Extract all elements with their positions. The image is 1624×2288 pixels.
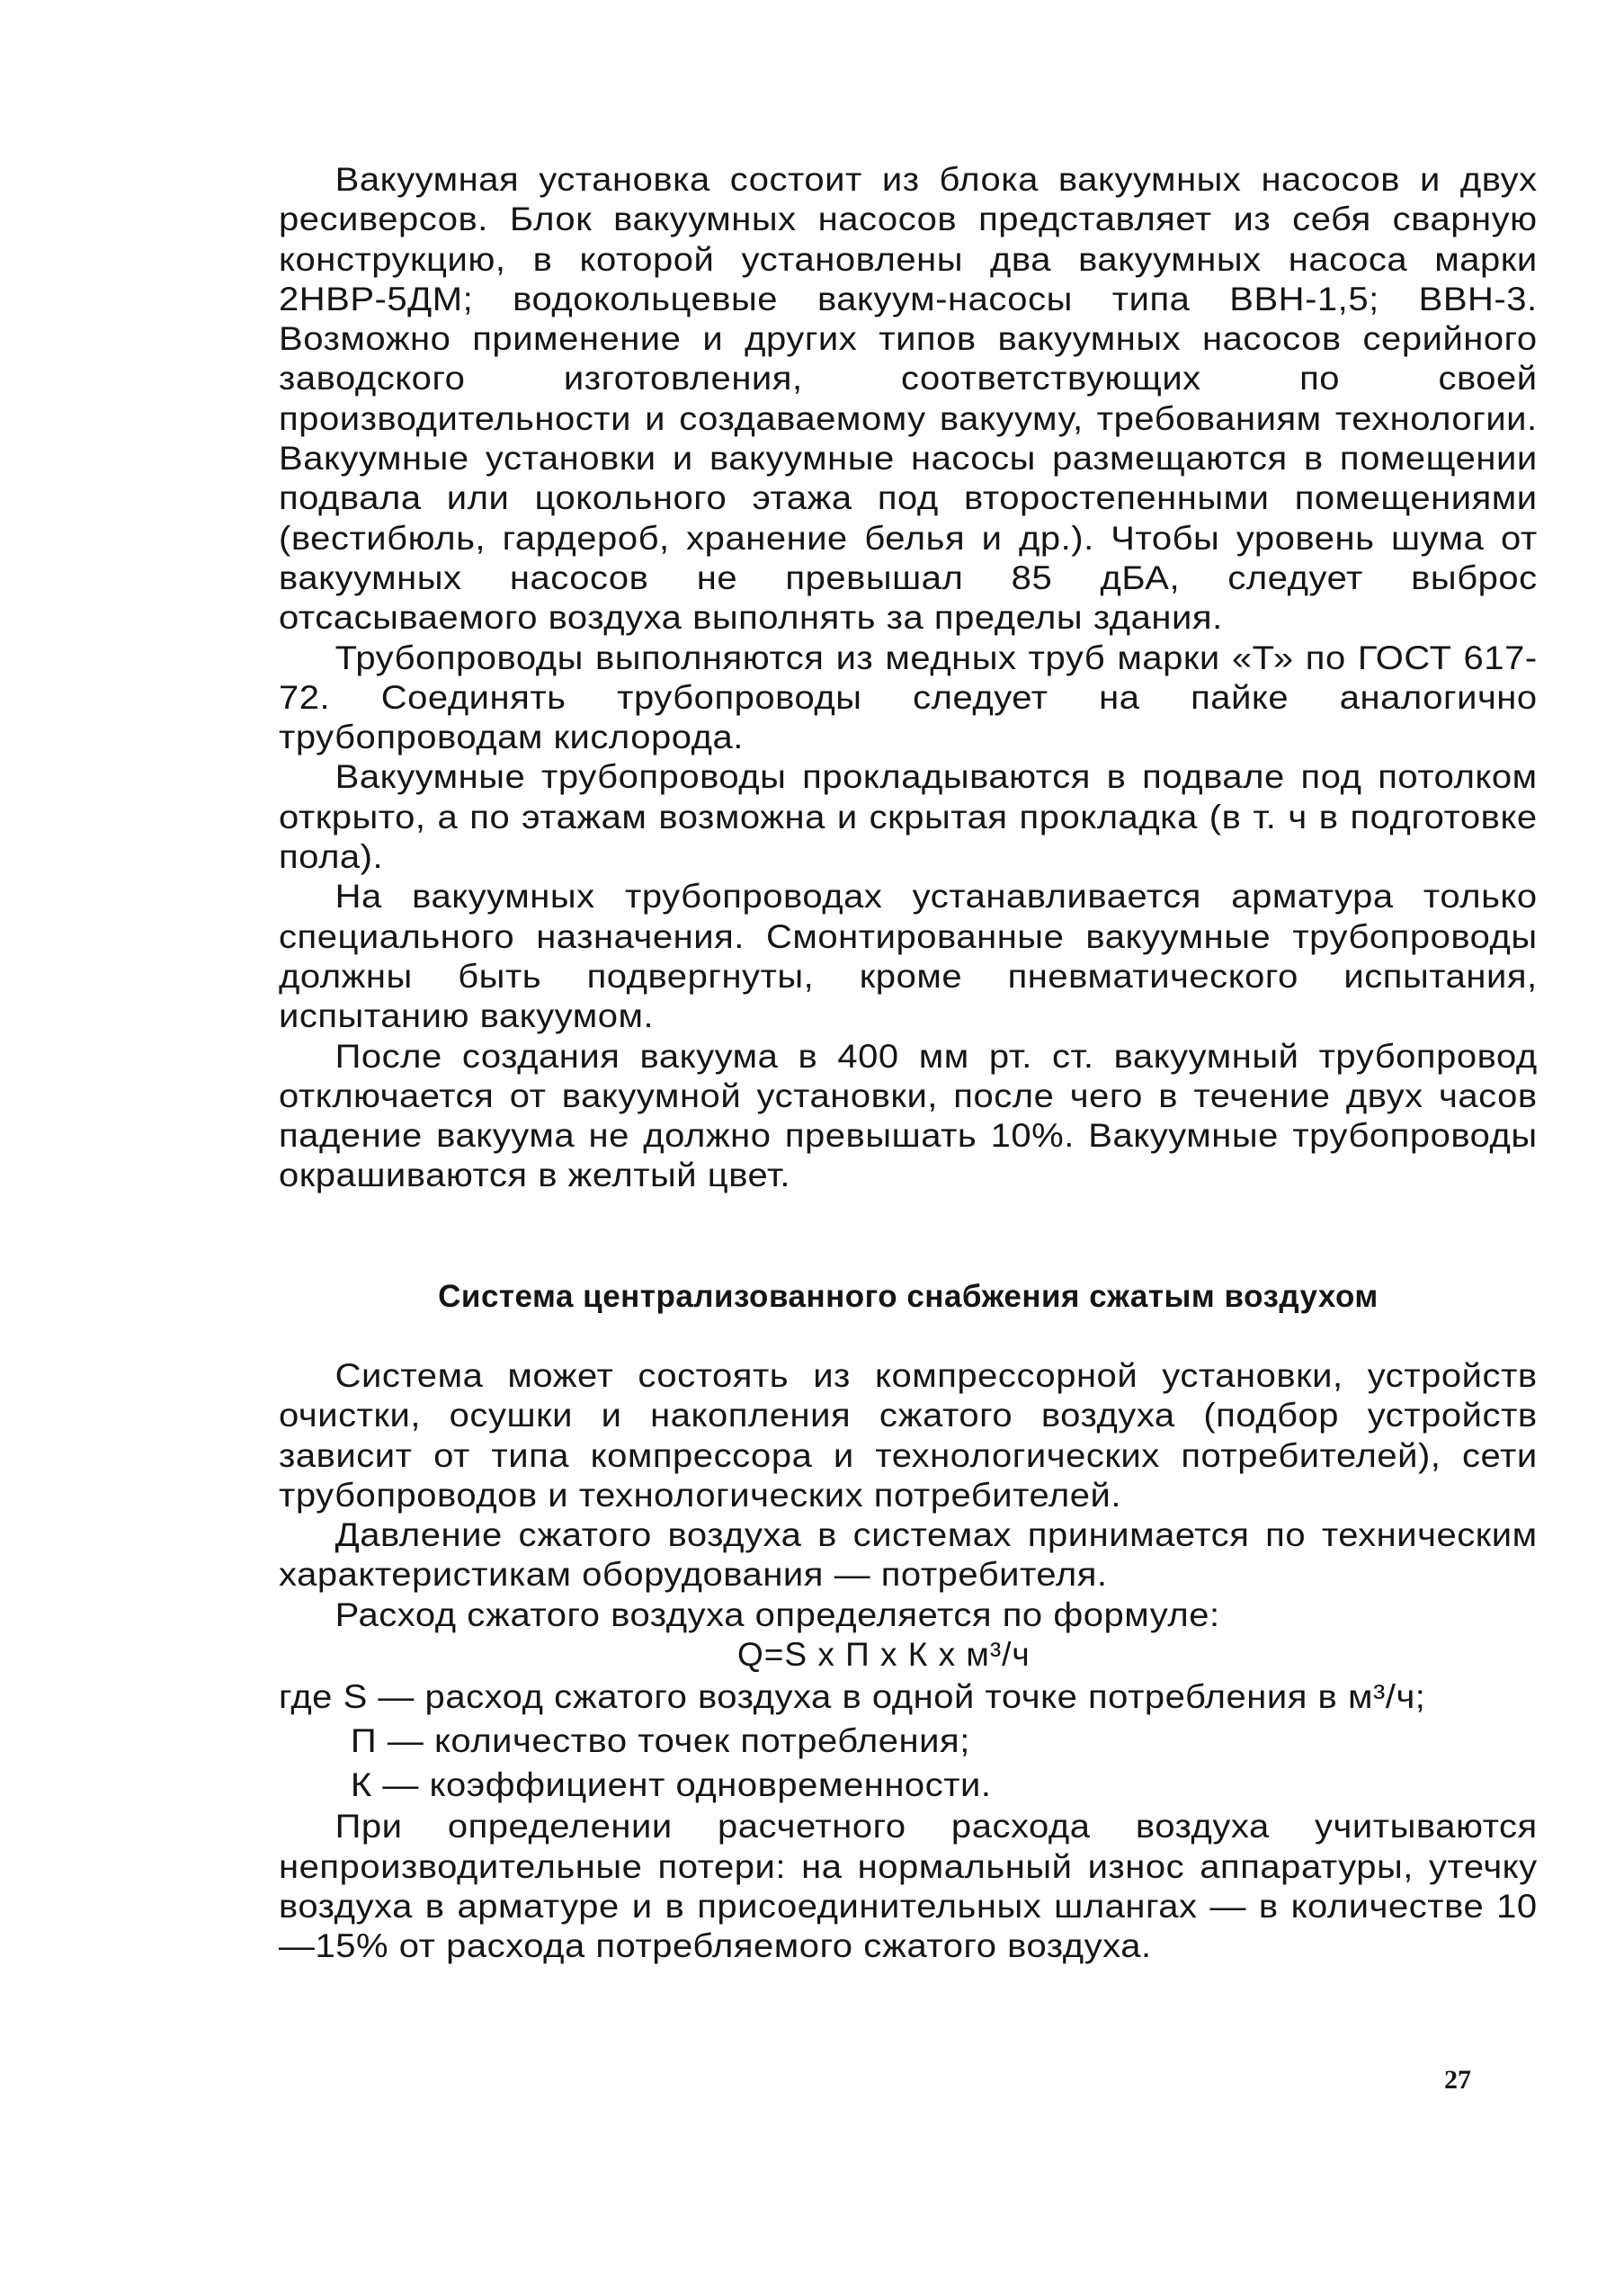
paragraph-fittings: На вакуумных трубопроводах устанавливается арматура только специального назначения. Смонтированные вакуумные трубопроводы должны быть подвергнуты, кроме пневматического испытания, испытанию вакуумом.	[279, 878, 1538, 1035]
paragraph-losses: При определении расчетного расхода воздуха учитываются непроизводительные потери: на нормальный износ аппаратуры, утечку воздуха в арматуре и в присоединительных шлангах — в количестве 10—15% от расхода потребляемого сжатого воздуха.	[279, 1808, 1538, 1965]
vacuum-section-text	[279, 160, 1538, 1196]
paragraph-pressure: Давление сжатого воздуха в системах принимается по техническим характеристикам оборудования — потребителя.	[279, 1516, 1538, 1594]
paragraph-vacuum-test: После создания вакуума в 400 мм рт. ст. вакуумный трубопровод отключается от вакуумной установки, после чего в течение двух часов падение вакуума не должно превышать 10%. Вакуумные трубопроводы окрашиваются в желтый цвет.	[279, 1037, 1538, 1194]
page-number: 27	[1444, 2065, 1471, 2095]
formula-legend-k: К — коэффициент одновременности.	[350, 1766, 992, 1804]
paragraph-pipe-material: Трубопроводы выполняются из медных труб марки «Т» по ГОСТ 617-72. Соединять трубопроводы следует на пайке аналогично трубопроводам кислорода.	[279, 639, 1538, 756]
paragraph-flow-formula-intro: Расход сжатого воздуха определяется по формуле:	[335, 1595, 1220, 1633]
compressed-air-section-text	[279, 1356, 1538, 1967]
formula-legend-s: где S — расход сжатого воздуха в одной точке потребления в м³/ч;	[279, 1678, 1426, 1716]
paragraph-system-composition: Система может состоять из компрессорной установки, устройств очистки, осушки и накопления сжатого воздуха (подбор устройств зависит от типа компрессора и технологических потребителей), сети трубопроводов и технологических потребителей.	[279, 1357, 1538, 1514]
flow-formula: Q=S х П х К х м³/ч	[737, 1636, 1031, 1674]
paragraph-pipe-routing: Вакуумные трубопроводы прокладываются в подвале под потолком открыто, а по этажам возможна и скрытая прокладка (в т. ч в подготовке пола).	[279, 758, 1538, 876]
formula-legend-p: П — количество точек потребления;	[350, 1722, 970, 1760]
section-heading: Система централизованного снабжения сжатым воздухом	[438, 1279, 1379, 1314]
paragraph-vacuum-installation: Вакуумная установка состоит из блока вакуумных насосов и двух ресиверсов. Блок вакуумных насосов представляет из себя сварную конструкцию, в которой установлены два вакуумных насоса марки 2НВР-5ДМ; водокольцевые вакуум-насосы типа ВВН-1,5; ВВН-3. Возможно применение и других типов вакуумных насосов серийного заводского изготовления, соответствующих по своей производительности и создаваемому вакууму, требованиям технологии. Вакуумные установки и вакуумные насосы размещаются в помещении подвала или цокольного этажа под второстепенными помещениями (вестибюль, гардероб, хранение белья и др.). Чтобы уровень шума от вакуумных насосов не превышал 85 дБА, следует выброс отсасываемого воздуха выполнять за пределы здания.	[279, 161, 1538, 637]
